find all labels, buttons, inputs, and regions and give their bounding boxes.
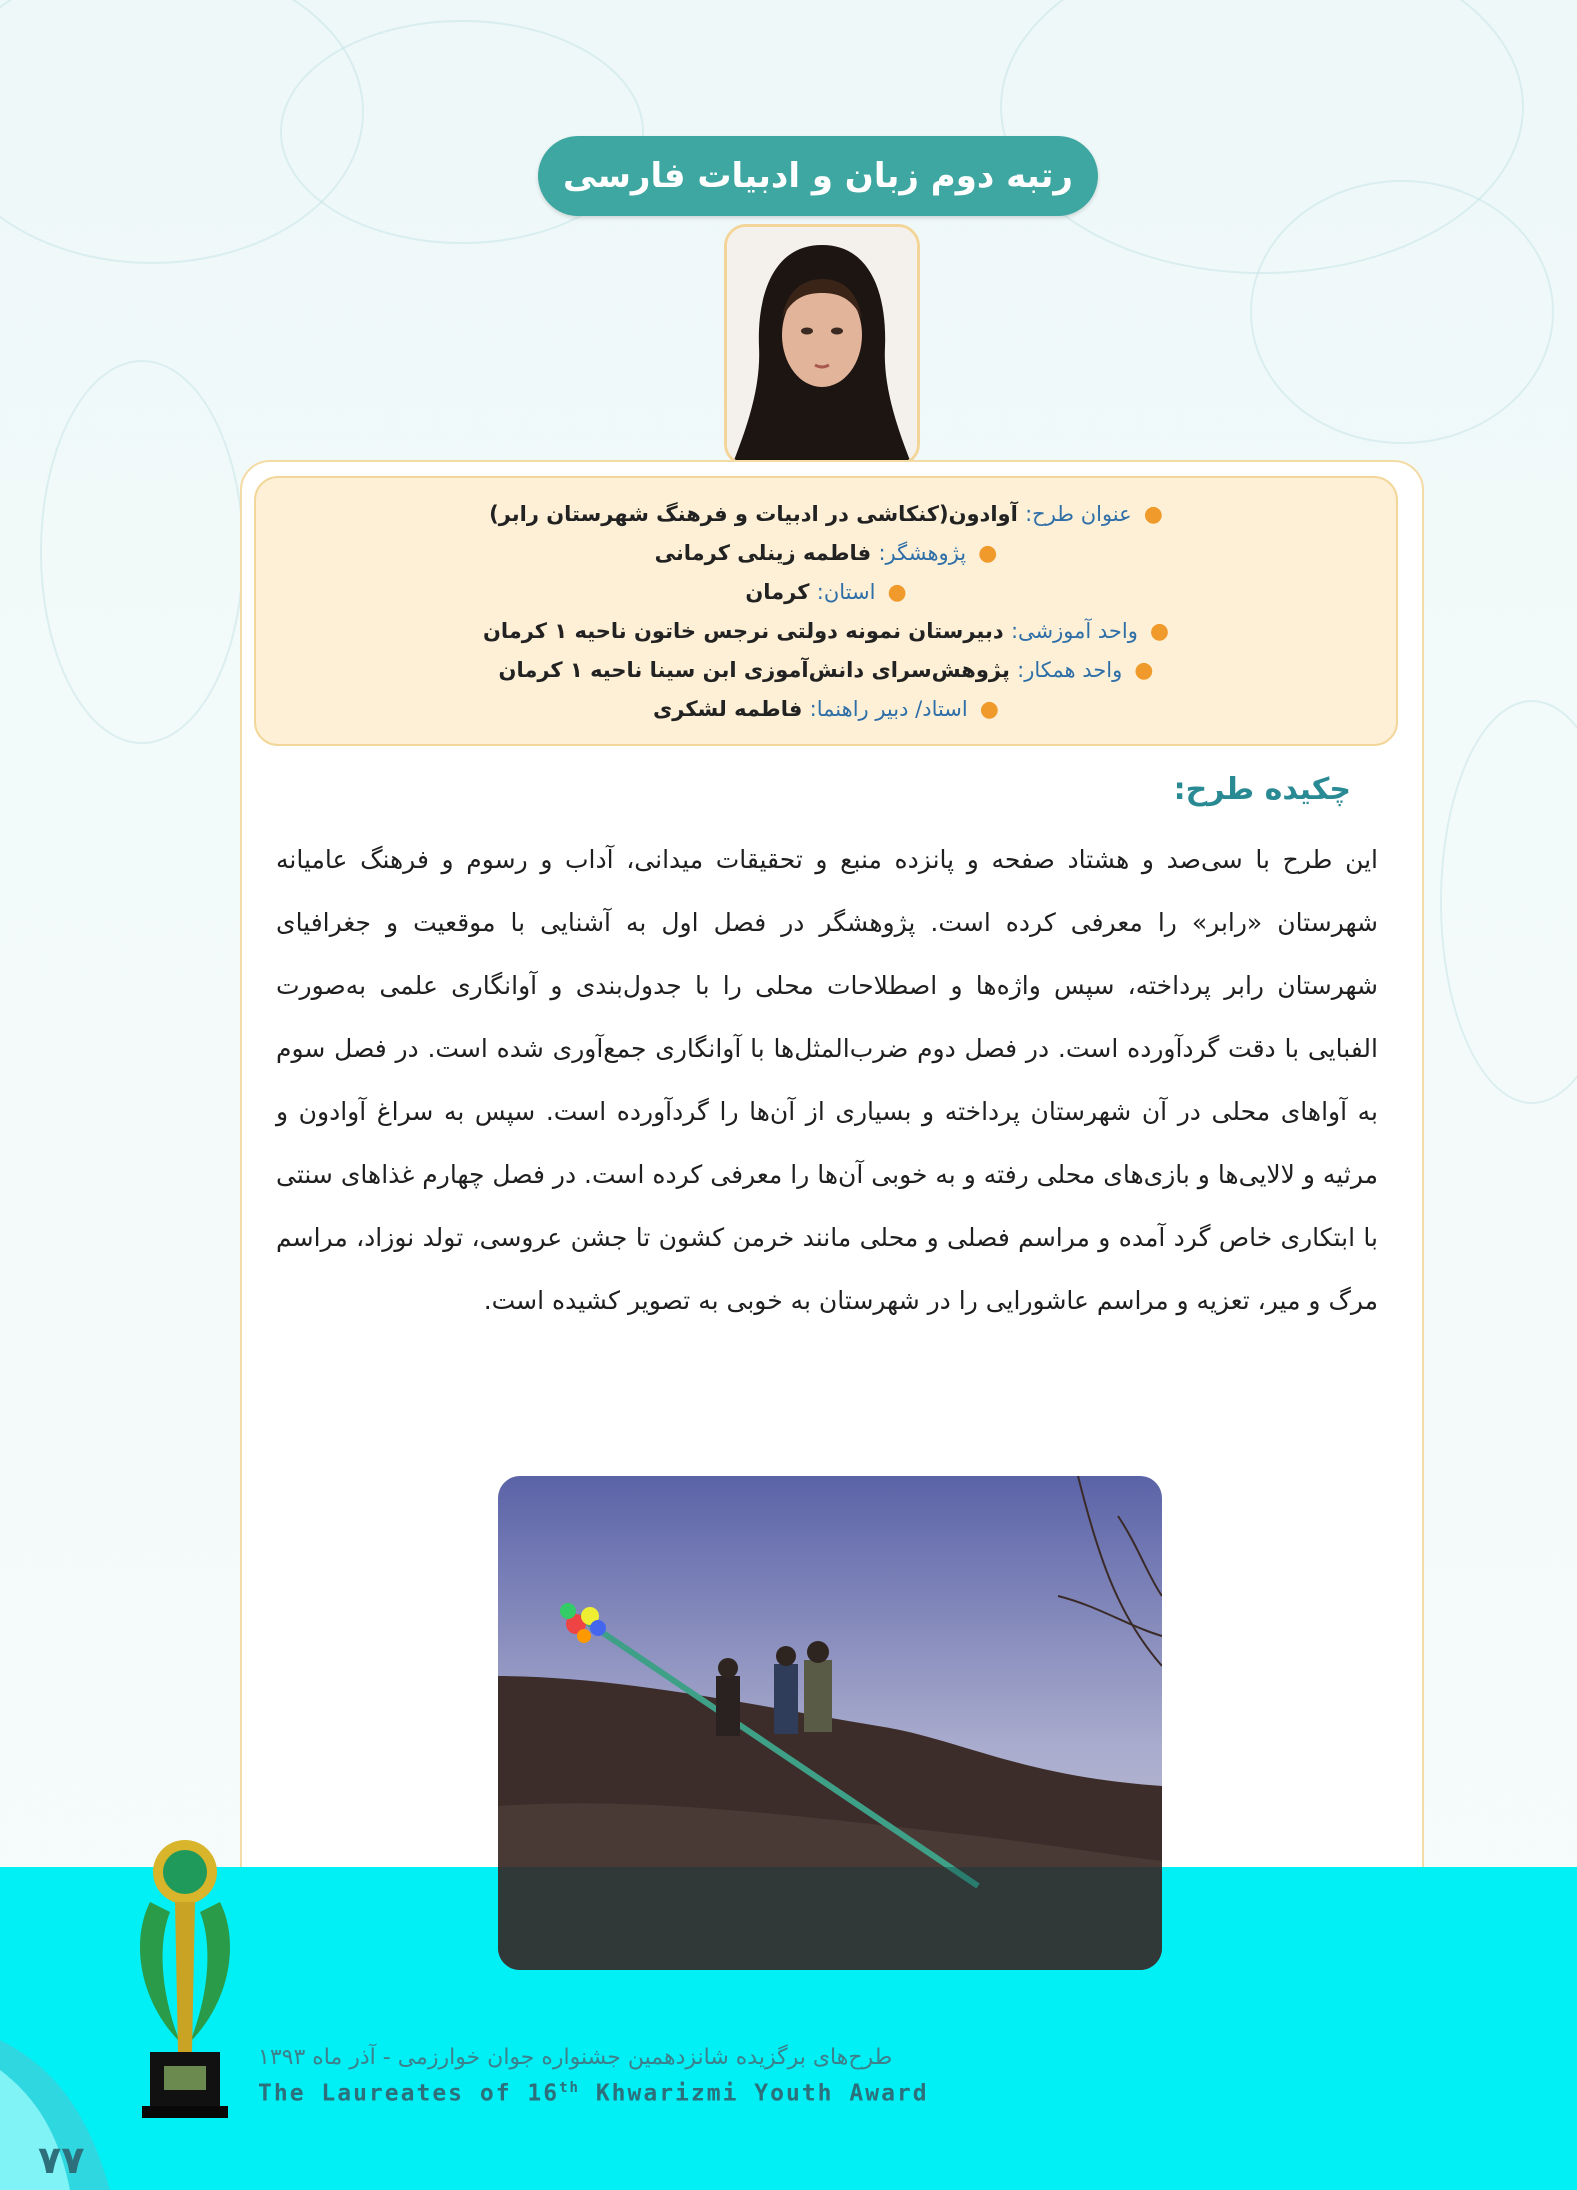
province-label: استان: (816, 580, 876, 604)
school-label: واحد آموزشی: (1010, 619, 1138, 643)
festival-scene-image (498, 1476, 1162, 1970)
background-pattern (1440, 700, 1577, 1104)
bullet-icon: ● (887, 580, 907, 605)
bullet-icon: ● (978, 541, 998, 566)
researcher-value: فاطمه زینلی کرمانی (654, 541, 872, 565)
rank-title: رتبه دوم زبان و ادبیات فارسی (538, 136, 1098, 216)
project-title-label: عنوان طرح: (1025, 502, 1132, 526)
bullet-icon: ● (1149, 619, 1170, 644)
advisor-label: استاد/ دبیر راهنما: (809, 697, 968, 721)
project-title-value: آوادون(کنکاشی در ادبیات و فرهنگ شهرستان رابر) (489, 502, 1018, 526)
partner-value: پژوهش‌سرای دانش‌آموزی ابن سینا ناحیه ۱ کرمان (498, 658, 1010, 682)
researcher-photo (724, 224, 920, 466)
researcher-label: پژوهشگر: (878, 541, 967, 565)
info-row-advisor (256, 697, 1396, 722)
bullet-icon: ● (1134, 658, 1154, 683)
bullet-icon: ● (979, 697, 999, 722)
footer-english-suffix: Khwarizmi Youth Award (579, 2080, 929, 2107)
project-info-box (254, 476, 1398, 746)
footer-english-line (258, 2080, 929, 2107)
trophy-icon (120, 1832, 250, 2122)
school-value: دبیرستان نمونه دولتی نرجس خاتون ناحیه ۱ کرمان (482, 619, 1004, 643)
footer-english-prefix: The Laureates of 16 (258, 2080, 560, 2107)
portrait-image (727, 227, 917, 463)
info-row-title (256, 502, 1396, 527)
advisor-value: فاطمه لشکری (653, 697, 803, 721)
partner-label: واحد همکار: (1017, 658, 1123, 682)
info-row-province (256, 580, 1396, 605)
bullet-icon: ● (1143, 502, 1163, 527)
background-pattern (1250, 180, 1554, 444)
footer-persian-line: طرح‌های برگزیده شانزدهمین جشنواره جوان خوارزمی - آذر ماه ۱۳۹۳ (258, 2045, 893, 2070)
province-value: کرمان (745, 580, 810, 604)
abstract-body: این طرح با سی‌صد و هشتاد صفحه و پانزده منبع و تحقیقات میدانی، آداب و رسوم و فرهنگ عامیانه شهرستان «رابر» را معرفی کرده است. پژوهشگر در فصل اول به آشنایی با موقعیت و جغرافیای شهرستان رابر پرداخته، سپس واژه‌ها و اصطلاحات محلی را با جدول‌بندی و آوانگاری علمی به‌صورت الفبایی با دقت گردآورده است. در فصل دوم ضرب‌المثل‌ها با آوانگاری جمع‌آوری شده است. در فصل سوم به آواهای محلی در آن شهرستان پرداخته و بسیاری از آن‌ها را گردآورده است. سپس به سراغ آوادون و مرثیه و لالایی‌ها و بازی‌های محلی رفته و به خوبی آن‌ها را معرفی کرده است. در فصل چهارم غذاهای سنتی با ابتکاری خاص گرد آمده و مراسم فصلی و محلی مانند خرمن کشون تا جشن عروسی، تولد نوزاد، مراسم مرگ و میر، تعزیه و مراسم عاشورایی را در شهرستان به خوبی به تصویر کشیده است. (276, 845, 1378, 1315)
footer-english-sup: th (559, 2080, 580, 2096)
festival-photo (498, 1476, 1162, 1970)
page-number: ۷۷ (38, 2138, 85, 2182)
background-pattern (40, 360, 244, 744)
info-row-partner (256, 658, 1396, 683)
abstract-heading: چکیده طرح: (1173, 772, 1351, 807)
info-row-researcher (256, 541, 1396, 566)
info-row-school (256, 619, 1396, 644)
